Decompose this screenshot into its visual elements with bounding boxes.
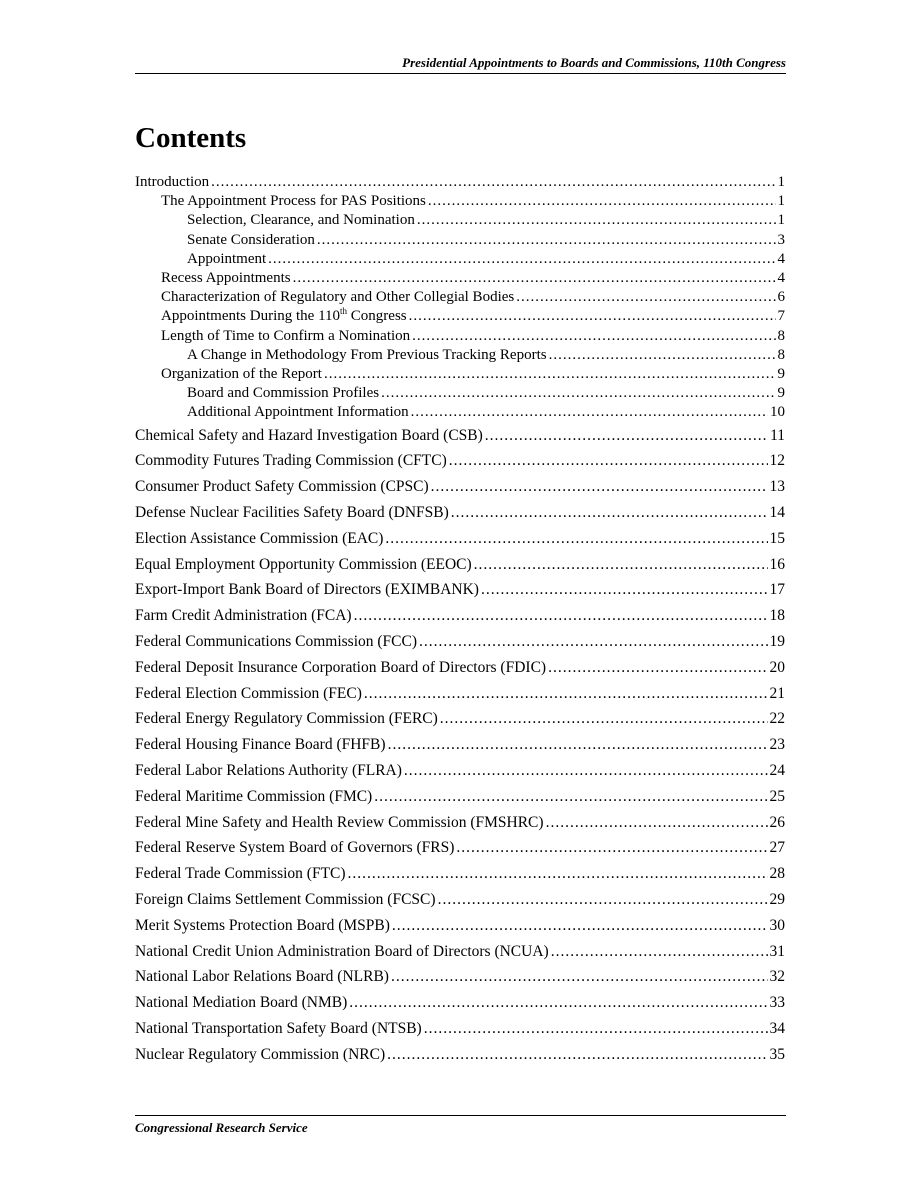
- toc-entry[interactable]: [135, 365, 785, 384]
- dot-leader: [211, 173, 775, 192]
- toc-entry[interactable]: [135, 655, 785, 681]
- toc-entry[interactable]: [135, 990, 785, 1016]
- dot-leader: [449, 448, 768, 474]
- header-rule: [135, 73, 786, 74]
- toc-entry-label: Defense Nuclear Facilities Safety Board (DNFSB): [135, 504, 449, 522]
- toc-entry-label: Appointments During the 110th Congress: [161, 306, 407, 325]
- toc-entry[interactable]: [135, 474, 785, 500]
- toc-entry-label: National Labor Relations Board (NLRB): [135, 968, 389, 986]
- toc-entry-label: Board and Commission Profiles: [187, 385, 380, 402]
- toc-entry-label: Federal Maritime Commission (FMC): [135, 787, 373, 805]
- toc-entry-page: 28: [769, 865, 785, 883]
- toc-entry-label: National Mediation Board (NMB): [135, 994, 348, 1012]
- toc-entry[interactable]: [135, 887, 785, 913]
- toc-entry-page: 26: [769, 813, 785, 831]
- toc-entry-page: 1: [777, 212, 785, 229]
- toc-entry[interactable]: [135, 1016, 785, 1042]
- toc-entry-label: Federal Reserve System Board of Governors (FRS): [135, 839, 455, 857]
- toc-entry[interactable]: [135, 939, 785, 965]
- dot-leader: [293, 269, 776, 288]
- toc-entry[interactable]: [135, 250, 785, 269]
- toc-entry-page: 35: [769, 1045, 785, 1063]
- toc-entry-page: 6: [777, 289, 785, 306]
- toc-entry-page: 33: [769, 994, 785, 1012]
- toc-entry[interactable]: [135, 706, 785, 732]
- toc-entry-label: Federal Labor Relations Authority (FLRA): [135, 762, 402, 779]
- dot-leader: [438, 887, 768, 913]
- toc-entry[interactable]: [135, 211, 785, 230]
- toc-entry-label: Export-Import Bank Board of Directors (EXIMBANK): [135, 581, 479, 599]
- toc-entry[interactable]: [135, 327, 785, 346]
- toc-entry-page: 31: [769, 942, 785, 960]
- toc-entry-page: 4: [777, 270, 785, 287]
- dot-leader: [485, 423, 768, 449]
- running-header: Presidential Appointments to Boards and Commissions, 110th Congress: [402, 55, 786, 70]
- dot-leader: [349, 990, 767, 1016]
- dot-leader: [348, 861, 768, 887]
- toc-entry-label: National Transportation Safety Board (NTSB): [135, 1019, 422, 1037]
- dot-leader: [391, 964, 768, 990]
- dot-leader: [381, 384, 775, 403]
- dot-leader: [451, 500, 768, 526]
- toc-entry-page: 11: [770, 426, 785, 444]
- toc-entry-label: A Change in Methodology From Previous Tracking Reports: [187, 346, 547, 363]
- toc-entry-label: Election Assistance Commission (EAC): [135, 529, 384, 547]
- toc-entry[interactable]: [135, 269, 785, 288]
- toc-entry-page: 3: [777, 231, 785, 248]
- dot-leader: [411, 403, 768, 422]
- toc-entry-label: Appointment: [187, 250, 267, 267]
- dot-leader: [374, 784, 767, 810]
- toc-entry[interactable]: [135, 732, 785, 758]
- toc-entry[interactable]: [135, 964, 785, 990]
- toc-entry[interactable]: [135, 629, 785, 655]
- toc-entry-label: Federal Deposit Insurance Corporation Board of Directors (FDIC): [135, 658, 547, 676]
- toc-entry-label: Additional Appointment Information: [187, 404, 409, 421]
- toc-entry-page: 20: [769, 658, 785, 676]
- toc-entry-label: Federal Housing Finance Board (FHFB): [135, 736, 386, 754]
- toc-entry[interactable]: [135, 784, 785, 810]
- toc-entry-label: Farm Credit Administration (FCA): [135, 607, 352, 625]
- toc-entry-page: 25: [769, 787, 785, 805]
- toc-entry[interactable]: [135, 231, 785, 250]
- dot-leader: [440, 706, 768, 732]
- toc-entry[interactable]: [135, 403, 785, 422]
- toc-entry-label: Introduction: [135, 174, 210, 190]
- toc-entry-label: Chemical Safety and Hazard Investigation Board (CSB): [135, 426, 483, 444]
- toc-entry-page: 18: [769, 607, 785, 625]
- toc-entry-page: 19: [769, 633, 785, 651]
- dot-leader: [551, 939, 768, 965]
- toc-entry-label: Nuclear Regulatory Commission (NRC): [135, 1045, 386, 1063]
- toc-entry-page: 9: [777, 366, 785, 383]
- toc-entry[interactable]: [135, 681, 785, 707]
- toc-entry-label: Federal Election Commission (FEC): [135, 684, 362, 702]
- dot-leader: [388, 732, 768, 758]
- toc-entry[interactable]: [135, 577, 785, 603]
- toc-entry-page: 9: [777, 385, 785, 402]
- dot-leader: [387, 1042, 767, 1068]
- toc-entry-page: 4: [777, 250, 785, 267]
- dot-leader: [317, 231, 776, 250]
- toc-entry[interactable]: [135, 526, 785, 552]
- toc-entry[interactable]: [135, 307, 785, 326]
- toc-entry-label: Characterization of Regulatory and Other Collegial Bodies: [161, 289, 515, 306]
- toc-entry[interactable]: [135, 448, 785, 474]
- dot-leader: [419, 629, 767, 655]
- toc-entry-page: 14: [769, 504, 785, 522]
- toc-entry[interactable]: [135, 758, 785, 784]
- toc-entry[interactable]: [135, 192, 785, 211]
- dot-leader: [412, 327, 775, 346]
- toc-entry-page: 7: [777, 308, 785, 325]
- dot-leader: [354, 603, 768, 629]
- dot-leader: [549, 346, 776, 365]
- toc-entry-label: Federal Trade Commission (FTC): [135, 865, 346, 883]
- toc-entry-page: 21: [769, 684, 785, 702]
- dot-leader: [474, 552, 768, 578]
- toc-entry-page: 17: [769, 581, 785, 599]
- toc-entry-label: Merit Systems Protection Board (MSPB): [135, 916, 390, 934]
- toc-entry-label: Foreign Claims Settlement Commission (FCSC): [135, 890, 436, 908]
- toc-entry-page: 22: [769, 710, 785, 728]
- toc-entry-label: Federal Energy Regulatory Commission (FERC): [135, 710, 438, 728]
- toc-entry-label: Recess Appointments: [161, 270, 291, 287]
- toc-entry-label: Length of Time to Confirm a Nomination: [161, 327, 411, 344]
- toc-entry[interactable]: [135, 288, 785, 307]
- toc-entry-label: The Appointment Process for PAS Positions: [161, 193, 426, 210]
- toc-entry-page: 30: [769, 916, 785, 934]
- toc-entry-page: 29: [769, 890, 785, 908]
- dot-leader: [324, 365, 776, 384]
- toc-entry-page: 8: [777, 346, 785, 363]
- dot-leader: [364, 681, 768, 707]
- dot-leader: [428, 192, 776, 211]
- toc-entry-page: 15: [769, 529, 785, 547]
- toc-entry-page: 32: [769, 968, 785, 986]
- toc-entry[interactable]: [135, 861, 785, 887]
- toc-entry[interactable]: [135, 835, 785, 861]
- footer-rule: [135, 1115, 786, 1116]
- toc-entry-page: 23: [769, 736, 785, 754]
- toc-entry[interactable]: [135, 423, 785, 449]
- toc-entry-page: 16: [769, 555, 785, 573]
- toc-entry[interactable]: [135, 603, 785, 629]
- toc-entry[interactable]: [135, 384, 785, 403]
- dot-leader: [404, 758, 768, 784]
- toc-entry-page: 13: [769, 478, 785, 496]
- dot-leader: [417, 211, 776, 230]
- toc-entry-label: Senate Consideration: [187, 231, 315, 248]
- dot-leader: [424, 1016, 768, 1042]
- superscript: th: [340, 306, 348, 317]
- toc-entry-page: 1: [777, 193, 785, 210]
- toc-entry-label: Commodity Futures Trading Commission (CFTC): [135, 452, 447, 470]
- running-footer: Congressional Research Service: [135, 1120, 308, 1135]
- toc-entry[interactable]: [135, 173, 785, 192]
- toc-entry[interactable]: [135, 500, 785, 526]
- toc-entry[interactable]: [135, 810, 785, 836]
- toc-entry-label: Organization of the Report: [161, 366, 322, 383]
- dot-leader: [548, 655, 767, 681]
- toc-entry-label: Federal Mine Safety and Health Review Commission (FMSHRC): [135, 813, 544, 831]
- toc-entry-label: National Credit Union Administration Board of Directors (NCUA): [135, 942, 549, 960]
- toc-entry[interactable]: [135, 552, 785, 578]
- dot-leader: [268, 250, 775, 269]
- toc-entry-label: Consumer Product Safety Commission (CPSC): [135, 478, 429, 496]
- dot-leader: [385, 526, 767, 552]
- dot-leader: [392, 913, 768, 939]
- toc-entry[interactable]: [135, 346, 785, 365]
- dot-leader: [481, 577, 768, 603]
- toc-entry-page: 34: [769, 1019, 785, 1037]
- page-title: Contents: [135, 122, 247, 154]
- dot-leader: [431, 474, 768, 500]
- toc-entry-label: Equal Employment Opportunity Commission (EEOC): [135, 555, 472, 573]
- toc-entry-page: 1: [777, 174, 785, 190]
- toc-entry-label: Federal Communications Commission (FCC): [135, 633, 418, 651]
- toc-entry-page: 10: [770, 404, 785, 421]
- table-of-contents: [135, 173, 785, 1068]
- dot-leader: [456, 835, 767, 861]
- dot-leader: [546, 810, 768, 836]
- toc-entry[interactable]: [135, 1042, 785, 1068]
- dot-leader: [516, 288, 775, 307]
- toc-entry[interactable]: [135, 913, 785, 939]
- dot-leader: [409, 307, 776, 326]
- toc-entry-label: Selection, Clearance, and Nomination: [187, 212, 415, 229]
- toc-entry-page: 8: [777, 327, 785, 344]
- toc-entry-page: 12: [769, 452, 785, 470]
- toc-entry-page: 24: [769, 762, 785, 779]
- toc-entry-page: 27: [769, 839, 785, 857]
